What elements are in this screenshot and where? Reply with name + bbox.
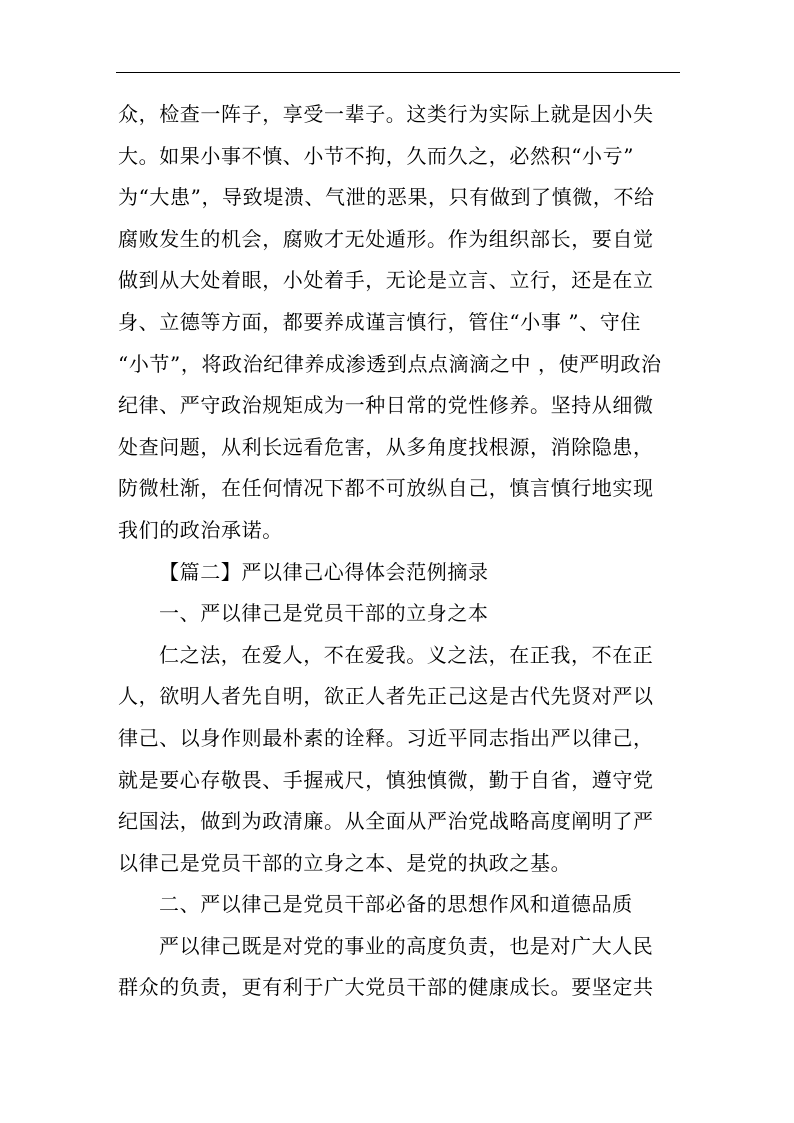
text-line: 为“大患”，导致堤溃、气泄的恶果，只有做到了慎微，不给 bbox=[118, 185, 655, 210]
text-line: 身、立德等方面，都要养成谨言慎行，管住“小事 ”、守住 bbox=[118, 309, 642, 334]
text-line: 以律己是党员干部的立身之本、是党的执政之基。 bbox=[118, 850, 572, 875]
text-line: 纪律、严守政治规矩成为一种日常的党性修养。坚持从细微 bbox=[118, 393, 654, 418]
text-line: 严以律己既是对党的事业的高度负责，也是对广大人民 bbox=[159, 933, 654, 958]
text-line: 群众的负责，更有利于广大党员干部的健康成长。要坚定共 bbox=[118, 975, 654, 1000]
text-line: 就是要心存敬畏、手握戒尺，慎独慎微，勤于自省，遵守党 bbox=[118, 767, 654, 792]
text-line: 我们的政治承诺。 bbox=[118, 517, 283, 542]
text-line: “小节”，将政治纪律养成渗透到点点滴滴之中 ，使严明政治 bbox=[118, 351, 662, 376]
text-line: 人，欲明人者先自明，欲正人者先正己这是古代先贤对严以 bbox=[118, 684, 654, 709]
text-line: 仁之法，在爱人，不在爱我。义之法，在正我，不在正 bbox=[159, 642, 654, 667]
text-line: 【篇二】严以律己心得体会范例摘录 bbox=[159, 559, 489, 584]
text-line: 防微杜渐，在任何情况下都不可放纵自己，慎言慎行地实现 bbox=[118, 476, 654, 501]
text-line: 一、严以律己是党员干部的立身之本 bbox=[159, 601, 489, 626]
text-line: 做到从大处着眼，小处着手，无论是立言、立行，还是在立 bbox=[118, 268, 654, 293]
text-line: 律己、以身作则最朴素的诠释。习近平同志指出严以律己， bbox=[118, 725, 654, 750]
text-line: 腐败发生的机会，腐败才无处遁形。作为组织部长，要自觉 bbox=[118, 226, 654, 251]
document-body bbox=[118, 94, 688, 1009]
text-line: 二、严以律己是党员干部必备的思想作风和道德品质 bbox=[159, 892, 633, 917]
header-rule bbox=[116, 72, 680, 73]
text-line: 纪国法，做到为政清廉。从全面从严治党战略高度阐明了严 bbox=[118, 809, 654, 834]
text-line: 处查问题，从利长远看危害，从多角度找根源，消除隐患， bbox=[118, 434, 654, 459]
text-line: 众，检查一阵子，享受一辈子。这类行为实际上就是因小失 bbox=[118, 102, 654, 126]
text-line: 大。如果小事不慎、小节不拘，久而久之，必然积“小亏” bbox=[118, 143, 635, 168]
